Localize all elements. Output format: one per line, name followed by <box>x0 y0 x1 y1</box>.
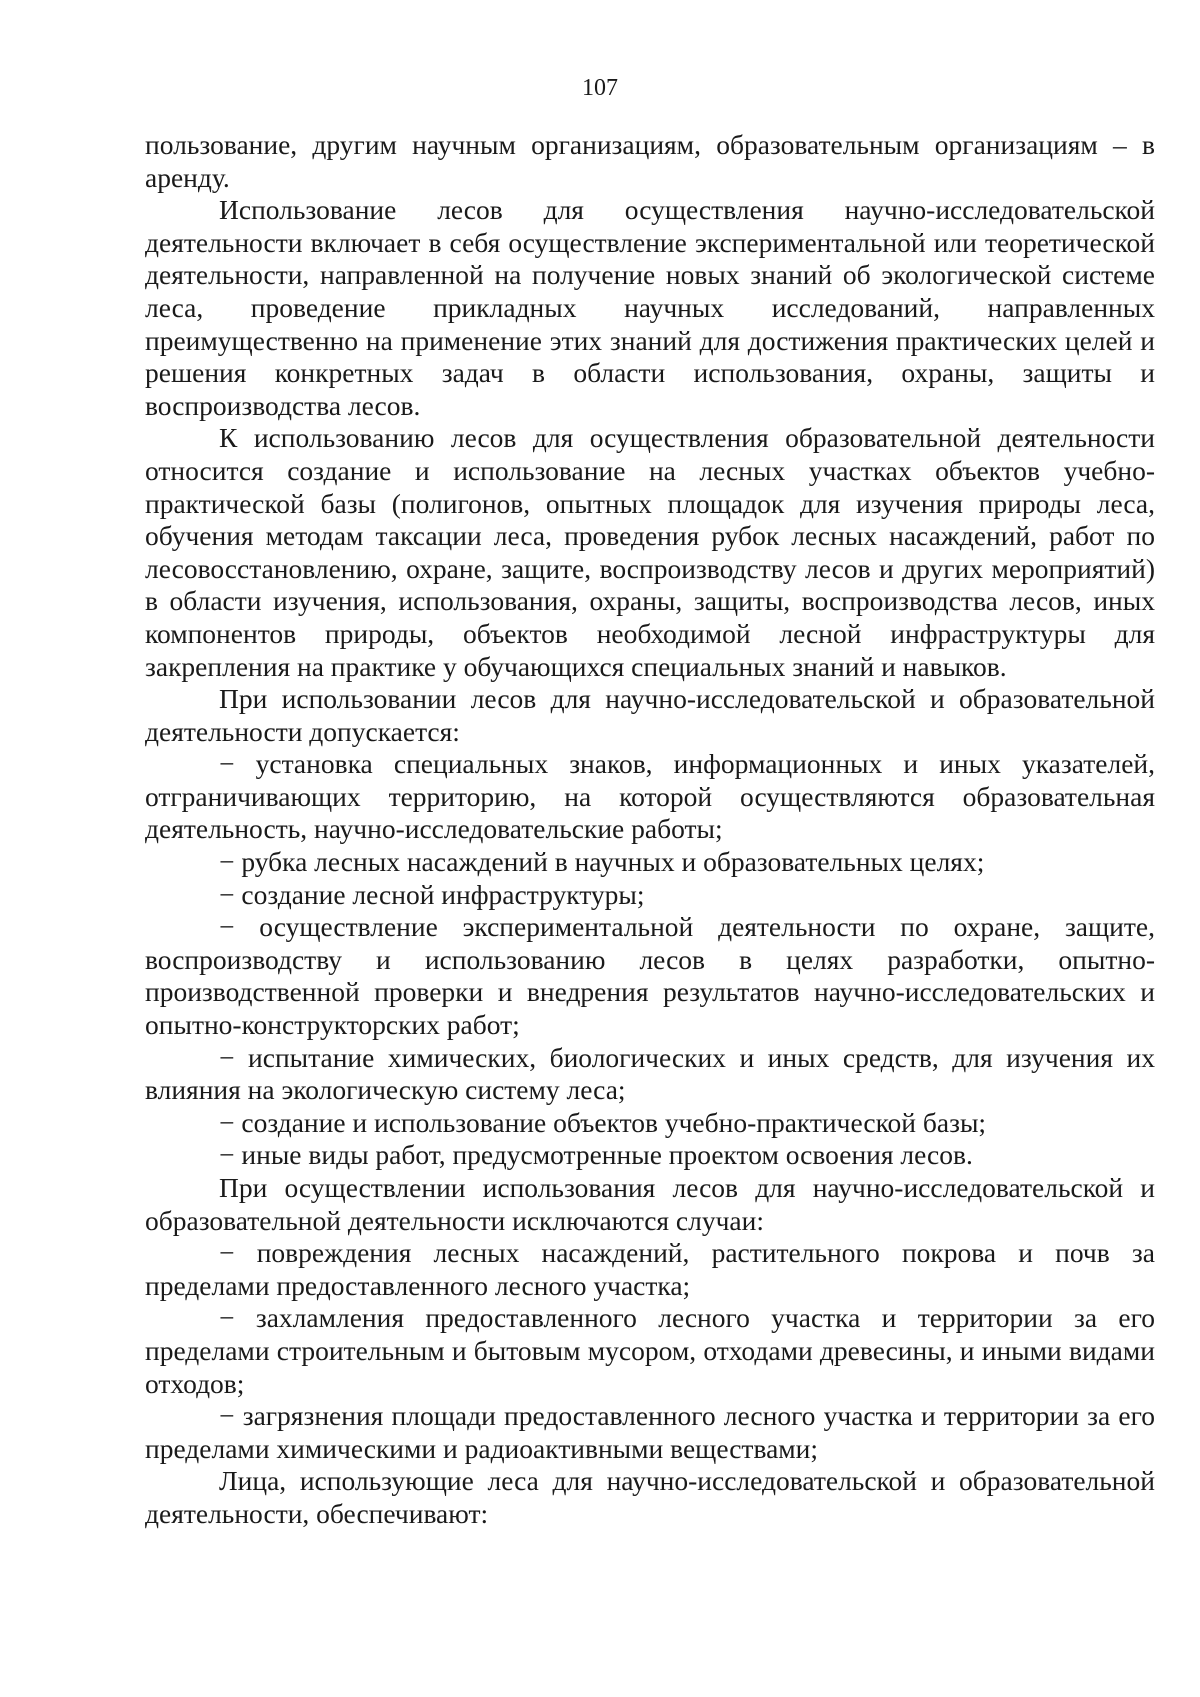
list-item-damage: − повреждения лесных насаждений, растительного покрова и почв за пределами предоставленного лесного участка; <box>145 1237 1155 1301</box>
paragraph-continuation: пользование, другим научным организациям, образовательным организациям – в аренду. <box>145 129 1155 193</box>
list-item-littering: − захламления предоставленного лесного участка и территории за его пределами строительным и бытовым мусором, отходами древесины, и иными видами отходов; <box>145 1302 1155 1399</box>
page-number: 107 <box>582 75 618 101</box>
body-text <box>145 129 1155 1531</box>
list-item-pollution: − загрязнения площади предоставленного лесного участка и территории за его пределами химическими и радиоактивными веществами; <box>145 1400 1155 1464</box>
paragraph-educational-use: К использованию лесов для осуществления образовательной деятельности относится создание и использование на лесных участках объектов учебно-практической базы (полигонов, опытных площадок для изучения природы леса, обучения методам таксации леса, проведения рубок лесных насаждений, работ по лесовосстановлению, охране, защите, воспроизводству лесов и других мероприятий) в области изучения, использования, охраны, защиты, воспроизводства лесов, иных компонентов природы, объектов необходимой лесной инфраструктуры для закрепления на практике у обучающихся специальных знаний и навыков. <box>145 422 1155 682</box>
list-item-training-base: − создание и использование объектов учебно-практической базы; <box>219 1106 987 1138</box>
paragraph-research-use: Использование лесов для осуществления научно-исследовательской деятельности включает в себя осуществление экспериментальной или теоретической деятельности, направленной на получение новых знаний об экологической системе леса, проведение прикладных научных исследований, направленных преимущественно на применение этих знаний для достижения практических целей и решения конкретных задач в области использования, охраны, защиты и воспроизводства лесов. <box>145 194 1155 421</box>
list-item-testing: − испытание химических, биологических и иных средств, для изучения их влияния на экологическую систему леса; <box>145 1041 1155 1106</box>
list-item-signs: − установка специальных знаков, информационных и иных указателей, отграничивающих территорию, на которой осуществляются образовательная деятельность, научно-исследовательские работы; <box>145 748 1155 845</box>
paragraph-excluded-intro: При осуществлении использования лесов для научно-исследовательской и образовательной деятельности исключаются случаи: <box>145 1172 1155 1236</box>
paragraph-allowed-intro: При использовании лесов для научно-исследовательской и образовательной деятельности допускается: <box>145 683 1155 747</box>
list-item-felling: − рубка лесных насаждений в научных и образовательных целях; <box>219 846 985 878</box>
list-item-experimental: − осуществление экспериментальной деятельности по охране, защите, воспроизводству и использованию лесов в целях разработки, опытно-производственной проверки и внедрения результатов научно-исследовательских и опытно-конструкторских работ; <box>145 911 1155 1041</box>
list-item-infrastructure: − создание лесной инфраструктуры; <box>219 878 645 910</box>
list-item-other-works: − иные виды работ, предусмотренные проектом освоения лесов. <box>219 1139 973 1171</box>
paragraph-obligations-intro: Лица, использующие леса для научно-исследовательской и образовательной деятельности, обеспечивают: <box>145 1465 1155 1529</box>
